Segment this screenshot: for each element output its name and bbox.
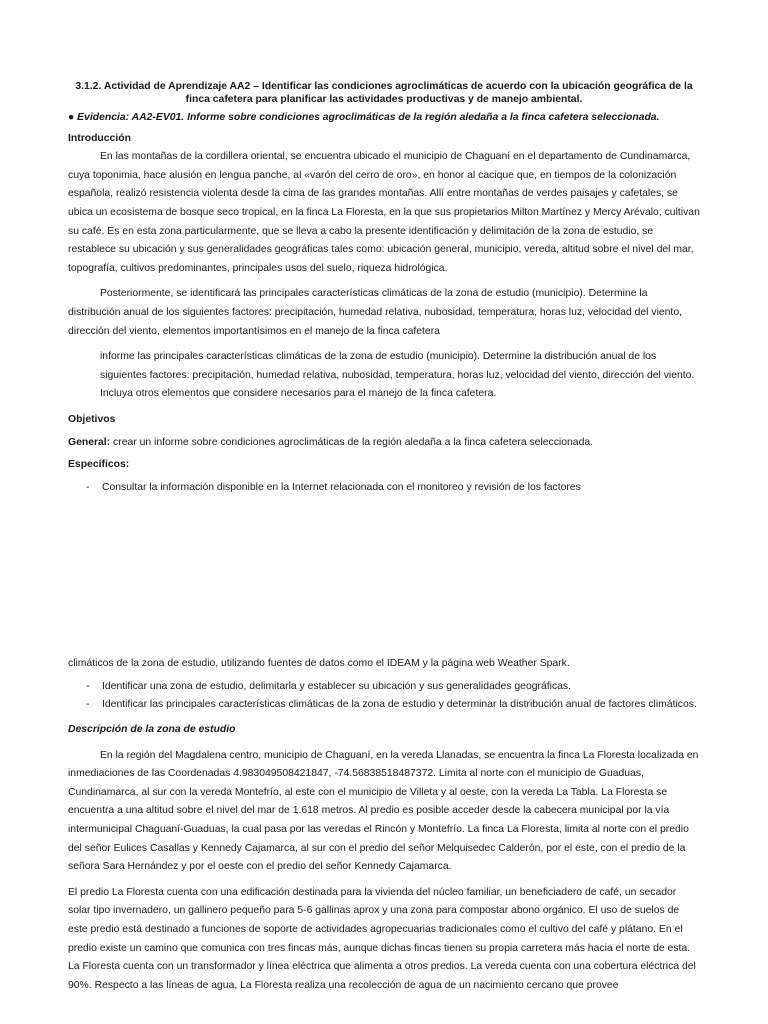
intro-paragraph-2: Posteriormente, se identificará las principales características climáticas de la zona de estudio (municipio). Determine la distribución anual de los siguientes factores: precipitación, humedad relativa, nubosidad, temperatura, horas luz, velocidad del viento, dirección del viento, elementos importantísimos en el manejo de la finca cafetera [68,288,682,337]
blank-gap [68,497,700,655]
intro-title: Introducción [68,132,131,144]
list-item [68,479,700,498]
list-item [68,696,700,715]
bullet-1-continuation: climáticos de la zona de estudio, utilizando fuentes de datos como el IDEAM y la página web Weather Spark. [68,658,570,670]
bullet-dash: - [86,481,90,493]
intro-paragraph-3: informe las principales características climáticas de la zona de estudio (municipio). Determine la distribución anual de los siguientes factores: precipitación, humedad relativa, nubosidad, temperatura, horas luz, velocidad del viento, dirección del viento. Incluya otros elementos que considere necesarios para el manejo de la finca cafetera. [100,351,695,400]
list-item [68,678,700,697]
specific-title: Específicos: [68,459,130,471]
activity-heading: 3.1.2. Actividad de Aprendizaje AA2 – Identificar las condiciones agroclimáticas de acuerdo con la ubicación geográfica de la finca cafetera para planificar las actividades productivas y de manejo ambiental. [75,81,693,105]
general-text: crear un informe sobre condiciones agroclimáticas de la región aledaña a la finca cafetera seleccionada. [110,436,594,448]
bullet-dash: - [86,680,90,692]
document-page [68,80,700,995]
objectives-title: Objetivos [68,413,116,425]
evidence-line: ● Evidencia: AA2-EV01. Informe sobre condiciones agroclimáticas de la región aledaña a la finca cafetera seleccionada. [68,112,660,123]
general-label: General: [68,436,111,448]
zone-paragraph-2: El predio La Floresta cuenta con una edificación destinada para la vivienda del núcleo familiar, un beneficiadero de café, un secador solar tipo invernadero, un gallinero pequeño para 5-6 gallinas aprox y una zona para compostar abono orgánico. El uso de suelos de este predio está destinado a funciones de soporte de actividades agropecuarias tradicionales como el cultivo del café y plátano. En el predio existe un camino que comunica con tres fincas más, aunque dichas fincas tienen su propia carretera más hacia el norte de esta. La Floresta cuenta con un transformador y línea eléctrica que alimenta a otros predios. La vereda cuenta con una cobertura eléctrica del 90%. Respecto a las líneas de agua, La Floresta realiza una recolección de agua de un nacimiento cercano que provee [68,886,696,991]
bullet-1-text: Consultar la información disponible en la Internet relacionada con el monitoreo y revisión de los factores [102,481,581,493]
general-objective [68,434,700,453]
intro-paragraph-1: En las montañas de la cordillera oriental, se encuentra ubicado el municipio de Chaguaní en el departamento de Cundinamarca, cuya toponimia, hace alusión en lengua panche, al «varón del cerro de oro», en honor al cacique que, en tiempos de la colonización española, realizó resistencia violenta desde la cima de las grandes montañas. Allí entre montañas de verdes paisajes y cafetales, se ubica un ecosistema de bosque seco tropical, en la finca La Floresta, en la que sus propietarios Milton Martínez y Mercy Arévalo, cultivan su café. Es en esta zona particularmente, que se lleva a cabo la presente identificación y delimitación de la zona de estudio, se restablece su ubicación y sus generalidades geográficas tales como: ubicación general, municipio, vereda, altitud sobre el nivel del mar, topografía, cultivos predominantes, principales usos del suelo, riqueza hidrológica. [68,151,700,274]
zone-paragraph-1: En la región del Magdalena centro, municipio de Chaguaní, en la vereda Llanadas, se encuentra la finca La Floresta localizada en inmediaciones de las Coordenadas 4.983049508421847, -74.56838518487372. Limita al norte con el municipio de Guaduas, Cundinamarca, al sur con la vereda Montefrío, al este con el municipio de Villeta y al oeste, con la vereda La Tabla. La Floresta se encuentra a una altitud sobre el nivel del mar de 1.618 metros. Al predio es posible acceder desde la cabecera municipal por la vía intermunicipal Chaguaní-Guaduas, la cual pasa por las veredas el Rincón y Montefrío. La finca La Floresta, limita al norte con el predio del señor Eulices Casallas y Kennedy Cajamarca, al sur con el predio del señor Melquisedec Calderón, por el este, con el predio de la señora Sara Hernández y por el oeste con el predio del señor Kennedy Cajamarca. [68,749,699,873]
bullet-3-text: Identificar las principales características climáticas de la zona de estudio y determinar la distribución anual de factores climáticos. [102,699,697,711]
bullet-2-text: Identificar una zona de estudio, delimitarla y establecer su ubicación y sus generalidades geográficas. [102,680,572,692]
bullet-dash: - [86,699,90,711]
zone-title: Descripción de la zona de estudio [68,724,236,736]
